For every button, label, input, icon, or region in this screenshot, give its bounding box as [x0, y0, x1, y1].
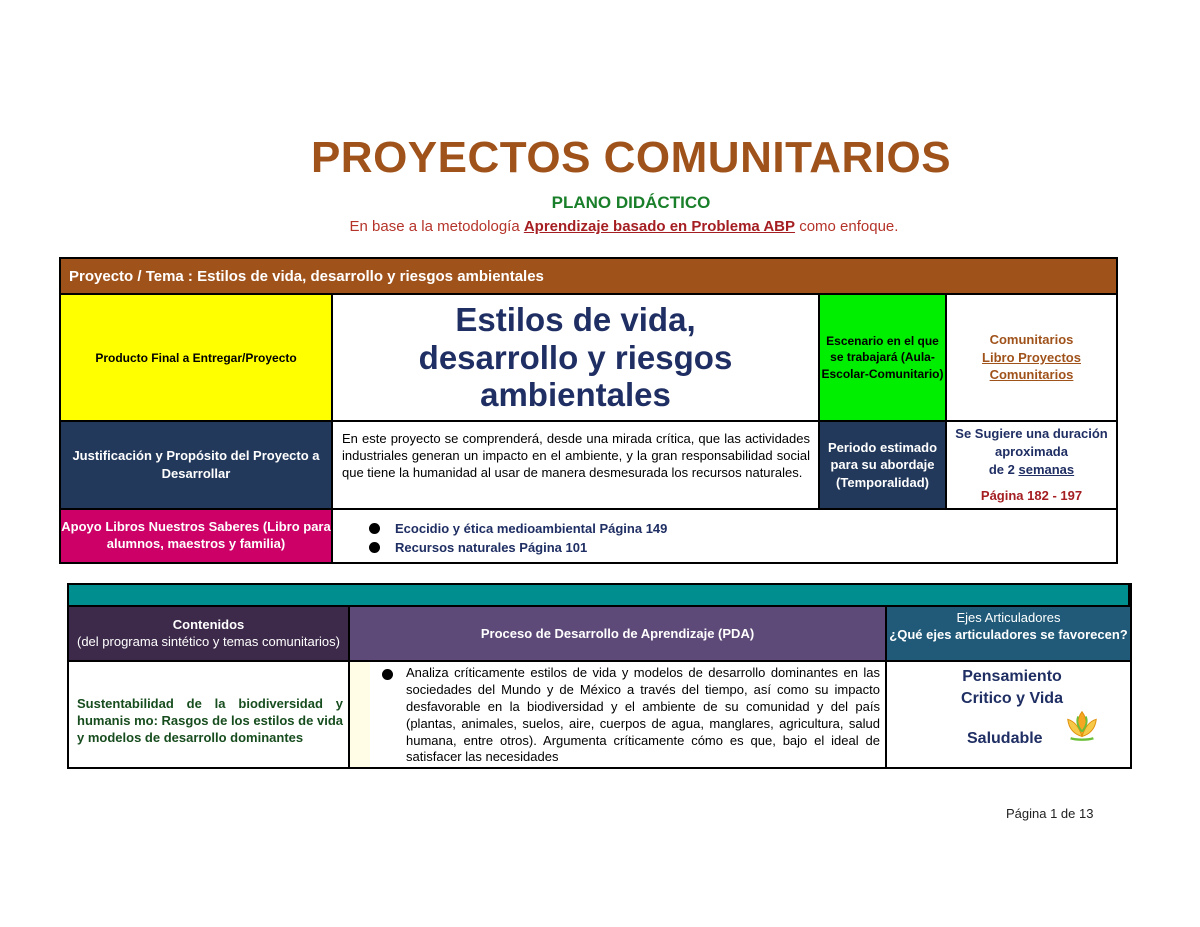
page-subtitle: PLANO DIDÁCTICO — [551, 193, 711, 212]
duracion-cell — [947, 422, 1116, 510]
ejes-title: Ejes Articuladores — [956, 610, 1061, 625]
contenidos-subtitle: (del programa sintético y temas comunitarios) — [77, 633, 340, 649]
escenario-value — [947, 295, 1116, 422]
contenidos-header — [69, 607, 350, 662]
pda-body — [370, 662, 887, 767]
page-title: PROYECTOS COMUNITARIOS — [310, 133, 952, 182]
escenario-book-link-2[interactable]: Comunitarios — [989, 367, 1074, 383]
bullet-icon — [382, 669, 393, 680]
ejes-header — [887, 607, 1130, 662]
teal-header-bar — [69, 585, 1130, 607]
methodology-line — [0, 218, 1200, 235]
page-number: Página 1 de 13 — [1006, 806, 1094, 821]
duracion-prefix: de 2 — [988, 461, 1015, 477]
escenario-label: Escenario en el que se trabajará (Aula-Escolar-Comunitario) — [820, 295, 947, 422]
eje-line-1: Pensamiento — [962, 668, 1062, 685]
list-item — [369, 519, 1116, 538]
methodology-prefix: En base a la metodología — [349, 218, 520, 235]
project-table — [59, 257, 1118, 564]
escenario-value-text: Comunitarios — [989, 332, 1074, 348]
justificacion-label: Justificación y Propósito del Proyecto a Desarrollar — [61, 422, 333, 510]
escenario-book-link[interactable]: Libro Proyectos — [982, 349, 1081, 365]
list-item — [369, 538, 1116, 557]
eje-line-3: Saludable — [967, 730, 1043, 747]
methodology-suffix: como enfoque. — [799, 218, 899, 235]
bullet-icon — [369, 523, 380, 534]
apoyo-label: Apoyo Libros Nuestros Saberes (Libro para alumnos, maestros y familia) — [61, 510, 333, 562]
topic-line-2: desarrollo y riesgos — [418, 338, 733, 376]
project-banner — [61, 259, 1116, 295]
ejes-question: ¿Qué ejes articuladores se favorecen? — [889, 626, 1128, 642]
topic-line-3: ambientales — [480, 376, 671, 414]
topic-line-1: Estilos de vida, — [455, 301, 696, 339]
justificacion-text: En este proyecto se comprenderá, desde una mirada crítica, que las actividades industriales generan un impacto en el ambiente, y la gran responsabilidad social que tiene la humanidad al usar de manera desmesurada los recursos naturales. — [333, 422, 820, 510]
ejes-body — [887, 662, 1130, 767]
lotus-icon — [1063, 706, 1101, 744]
eje-line-2: Critico y Vida — [961, 690, 1063, 708]
pda-gap-cell — [350, 662, 370, 767]
producto-label: Producto Final a Entregar/Proyecto — [61, 295, 333, 422]
apoyo-list — [333, 510, 1116, 562]
periodo-label: Periodo estimado para su abordaje (Temporalidad) — [820, 422, 947, 510]
project-banner-text: Proyecto / Tema : Estilos de vida, desarrollo y riesgos ambientales — [69, 268, 544, 285]
pda-table — [67, 583, 1132, 769]
eje-name — [887, 666, 1130, 711]
apoyo-item-2: Recursos naturales Página 101 — [395, 540, 588, 555]
contenidos-title: Contenidos — [172, 616, 245, 632]
duracion-line-1: Se Sugiere una duración aproximada — [955, 426, 1108, 459]
topic-title — [333, 295, 820, 422]
duracion-weeks-link[interactable]: semanas — [1018, 461, 1075, 477]
contenido-text: Sustentabilidad de la biodiversidad y humanis mo: Rasgos de los estilos de vida y modelos de desarrollo dominantes — [69, 662, 350, 767]
methodology-link[interactable]: Aprendizaje basado en Problema ABP — [523, 218, 796, 235]
pda-header: Proceso de Desarrollo de Aprendizaje (PDA) — [350, 607, 887, 662]
pagina-range: Página 182 - 197 — [980, 488, 1083, 504]
bullet-icon — [369, 542, 380, 553]
apoyo-item-1: Ecocidio y ética medioambiental Página 149 — [395, 521, 668, 536]
pda-text: Analiza críticamente estilos de vida y modelos de desarrollo dominantes en las sociedades del Mundo y de México a través del tiempo, así como su impacto desfavorable en la biodiversidad y el ambiente de su comunidad y del país (plantas, animales, suelos, aire, cuerpos de agua, manglares, agricultura, salud humana, entre otros). Argumenta críticamente cómo es que, bajo el ideal de satisfacer las necesidades — [406, 665, 880, 765]
duracion-line-2 — [989, 461, 1074, 479]
